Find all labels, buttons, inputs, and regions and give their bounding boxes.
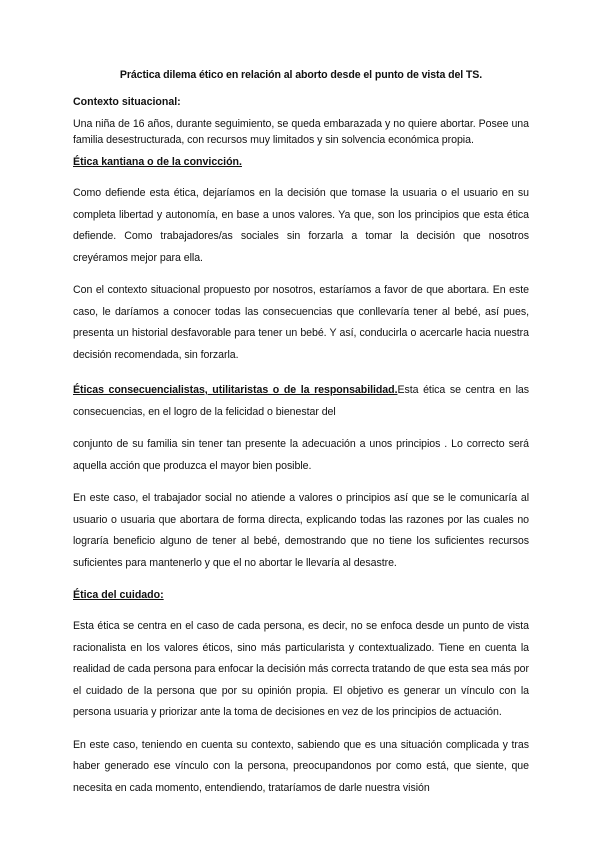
care-paragraph-1: Esta ética se centra en el caso de cada persona, es decir, no se enfoca desde un punto de vista racionalista en los valores éticos, sino más particularista y contextualizado. Tiene en cuenta la realidad de cada persona para enfocar la decisión más correcta tratando de que esta sea más por el cuidado de la persona que por su opinión propia. El objetivo es generar un vínculo con la persona usuaria y priorizar ante la toma de decisiones en vez de los principios de actuación. xyxy=(73,620,529,718)
conseq-paragraph-intro xyxy=(73,380,529,423)
context-heading: Contexto situacional: xyxy=(73,96,181,108)
conseq-heading: Éticas consecuencialistas, utilitaristas o de la responsabilidad. xyxy=(73,384,398,396)
context-paragraph: Una niña de 16 años, durante seguimiento, se queda embarazada y no quiere abortar. Posee una familia desestructurada, con recursos muy limitados y sin solvencia económica propia. xyxy=(73,118,529,146)
conseq-intro-text: Esta ética se centra en las consecuencias, en el logro de la felicidad o bienestar del xyxy=(73,384,530,418)
document-title: Práctica dilema ético en relación al aborto desde el punto de vista del TS. xyxy=(119,69,483,81)
kant-heading: Ética kantiana o de la convicción. xyxy=(73,156,242,168)
kant-paragraph-2: Con el contexto situacional propuesto por nosotros, estaríamos a favor de que abortara. En este caso, le daríamos a conocer todas las consecuencias que conllevaría tener al bebé, así pues, presenta un historial desfavorable para tener un bebé. Y así, conducirla o acercarle hacia nuestra decisión recomendada, sin forzarla. xyxy=(73,284,529,361)
conseq-paragraph-1: conjunto de su familia sin tener tan presente la adecuación a unos principios . Lo correcto será aquella acción que produzca el mayor bien posible. xyxy=(73,438,529,472)
kant-paragraph-1: Como defiende esta ética, dejaríamos en la decisión que tomase la usuaria o el usuario en su completa libertad y autonomía, en base a unos valores. Ya que, son los principios que esta ética defiende. Como trabajadores/as sociales sin forzarla a tomar la decisión que nosotros creyéramos mejor para ella. xyxy=(73,187,529,264)
document-body xyxy=(73,68,529,799)
care-heading: Ética del cuidado: xyxy=(73,589,164,601)
conseq-paragraph-2: En este caso, el trabajador social no atiende a valores o principios así que se le comunicaría al usuario o usuaria que abortara de forma directa, explicando todas las razones por las cuales no lograría beneficio alguno de tener al bebé, demostrando que no tiene los suficientes recursos suficientes para mantenerlo y que el no abortar le llevaría al desastre. xyxy=(73,492,529,569)
care-paragraph-2: En este caso, teniendo en cuenta su contexto, sabiendo que es una situación complicada y tras haber generado ese vínculo con la persona, preocupandonos por como está, que siente, que necesita en cada momento, entendiendo, trataríamos de darle nuestra visión xyxy=(73,738,529,794)
